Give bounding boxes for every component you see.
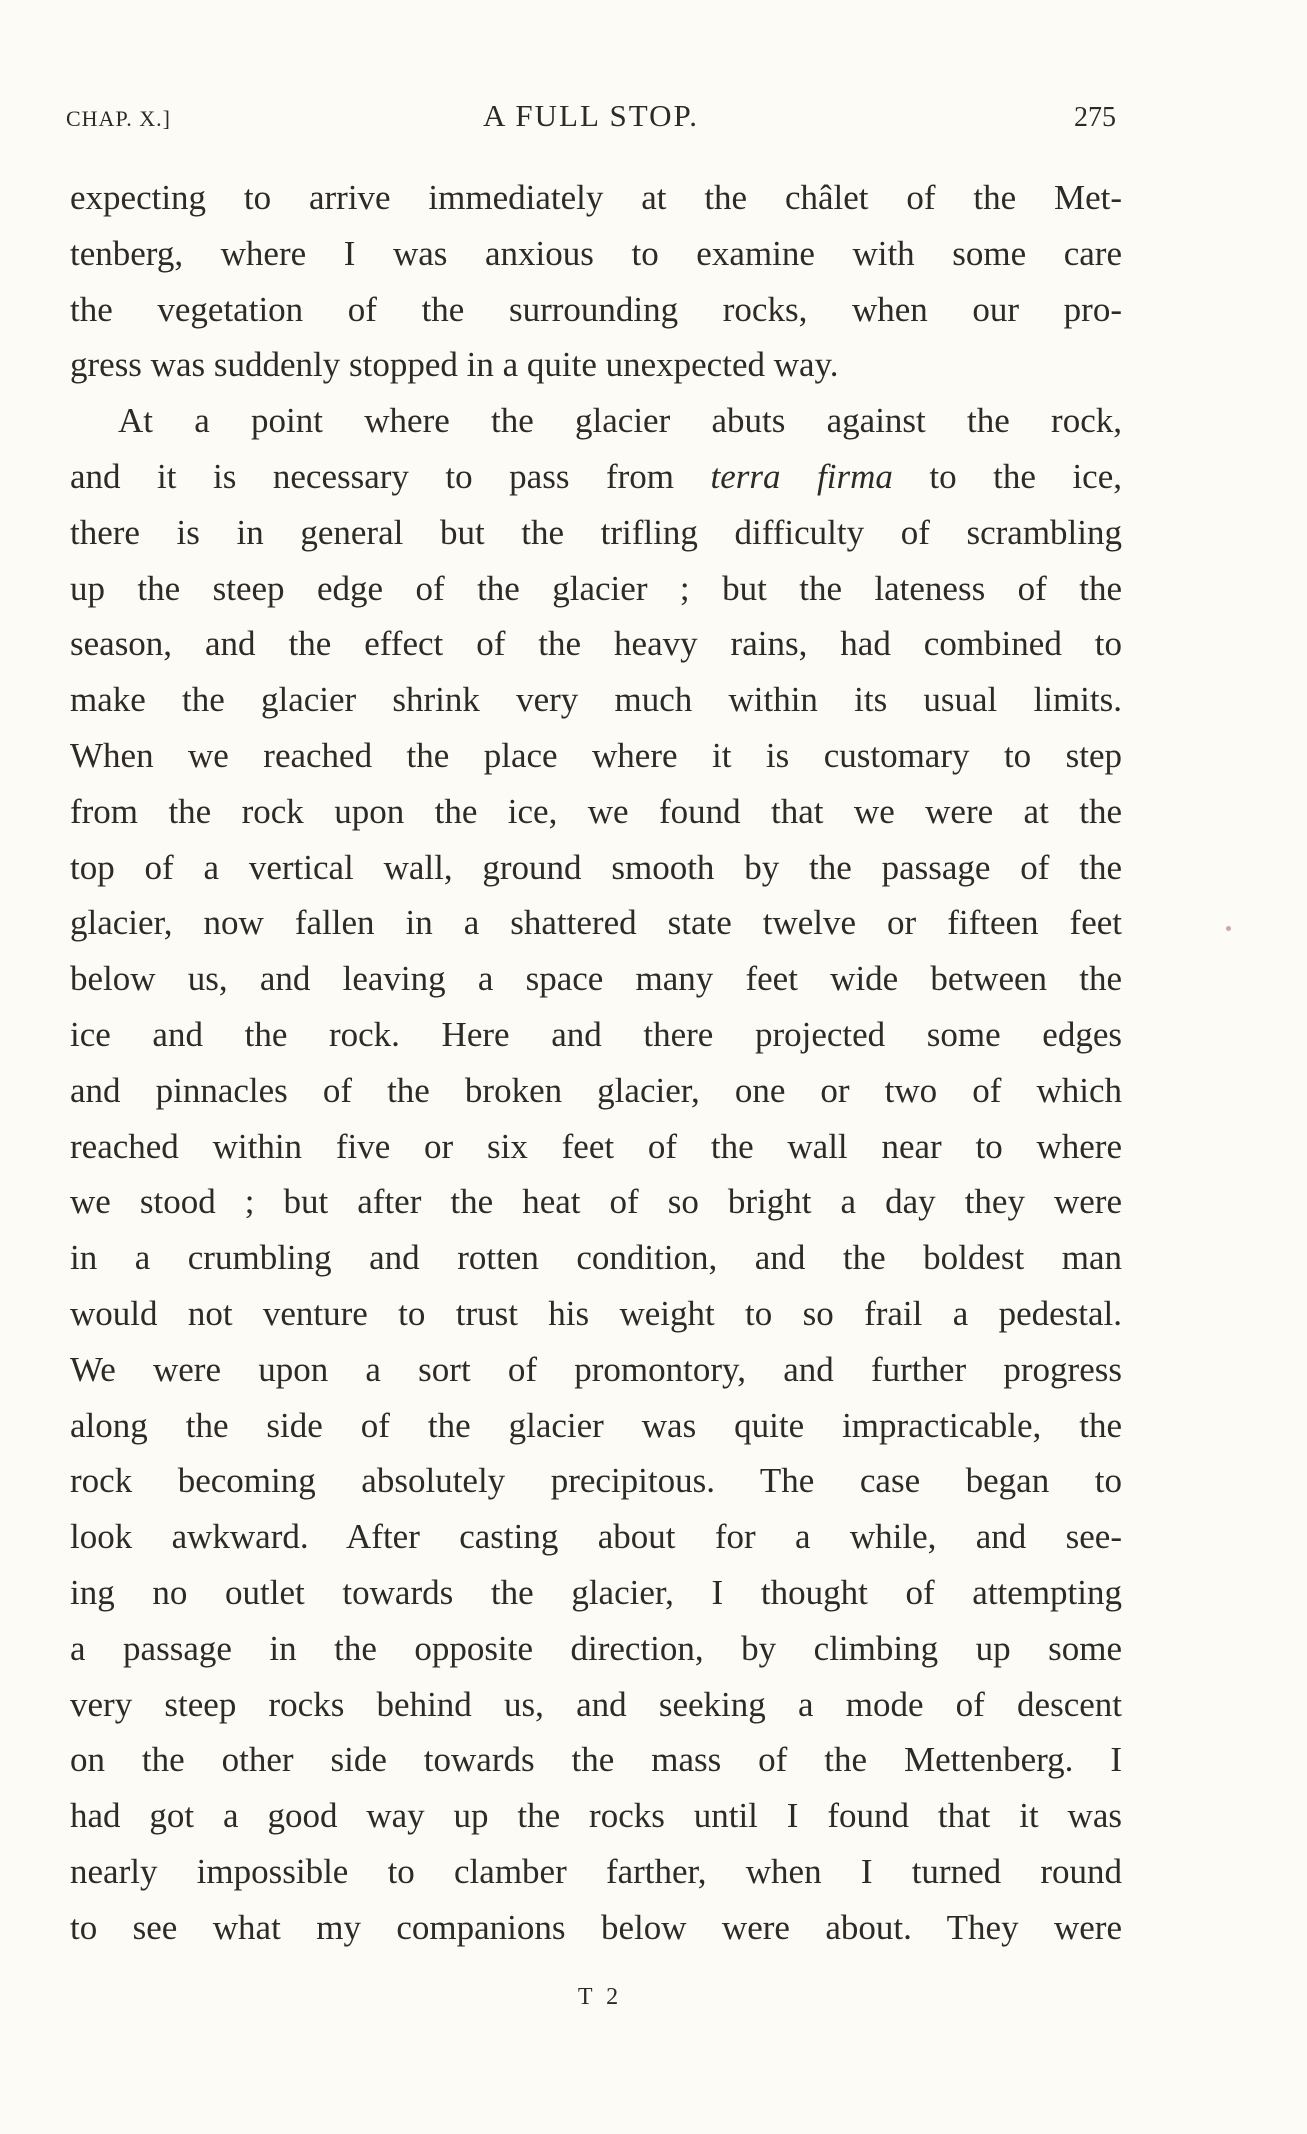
text-line: there is in general but the trifling difficulty of scrambling — [70, 512, 1122, 552]
text-line: to see what my companions below were about. They were — [70, 1907, 1122, 1947]
text-line: on the other side towards the mass of the Mettenberg. I — [70, 1740, 1122, 1780]
text-line: we stood ; but after the heat of so bright a day they were — [70, 1182, 1122, 1222]
text-line: At a point where the glacier abuts against the rock, — [118, 401, 1122, 441]
text-line: tenberg, where I was anxious to examine with some care — [70, 233, 1122, 273]
paper-speck — [1226, 926, 1231, 931]
body-text — [70, 170, 1122, 1956]
text-line: in a crumbling and rotten condition, and the boldest man — [70, 1238, 1122, 1278]
text-line: When we reached the place where it is customary to step — [70, 735, 1122, 775]
text-segment: and it is necessary to pass from — [70, 456, 711, 496]
text-line: make the glacier shrink very much within its usual limits. — [70, 680, 1122, 720]
chapter-label: CHAP. X.] — [66, 106, 171, 131]
text-line: from the rock upon the ice, we found that we were at the — [70, 791, 1122, 831]
text-line: top of a vertical wall, ground smooth by the passage of the — [70, 847, 1122, 887]
italic-term: terra firma — [710, 456, 893, 496]
signature-mark: T 2 — [577, 1984, 623, 2010]
text-line: a passage in the opposite direction, by climbing up some — [70, 1628, 1122, 1668]
text-line: We were upon a sort of promontory, and further progress — [70, 1349, 1122, 1389]
text-line: ing no outlet towards the glacier, I thought of attempting — [70, 1572, 1122, 1612]
text-line: season, and the effect of the heavy rains, had combined to — [70, 624, 1122, 664]
text-line: rock becoming absolutely precipitous. The case began to — [70, 1461, 1122, 1501]
text-line: along the side of the glacier was quite impracticable, the — [70, 1405, 1122, 1445]
text-line: gress was suddenly stopped in a quite unexpected way. — [70, 345, 839, 385]
text-line: up the steep edge of the glacier ; but the lateness of the — [70, 568, 1122, 608]
text-line: the vegetation of the surrounding rocks, when our pro- — [70, 289, 1122, 329]
text-line: look awkward. After casting about for a while, and see- — [70, 1517, 1122, 1557]
running-head — [66, 96, 1116, 136]
text-line-with-italic — [70, 449, 1122, 505]
text-line: glacier, now fallen in a shattered state twelve or fifteen feet — [70, 903, 1122, 943]
text-line: very steep rocks behind us, and seeking a mode of descent — [70, 1684, 1122, 1724]
text-line: would not venture to trust his weight to so frail a pedestal. — [70, 1293, 1122, 1333]
text-line: expecting to arrive immediately at the châlet of the Met- — [70, 178, 1122, 217]
text-line: ice and the rock. Here and there projected some edges — [70, 1014, 1122, 1054]
text-line: and pinnacles of the broken glacier, one or two of which — [70, 1070, 1122, 1110]
text-line: reached within five or six feet of the wall near to where — [70, 1126, 1122, 1166]
text-line: had got a good way up the rocks until I found that it was — [70, 1796, 1122, 1836]
text-line: nearly impossible to clamber farther, when I turned round — [70, 1851, 1122, 1891]
page-title: A FULL STOP. — [482, 98, 700, 133]
text-line: below us, and leaving a space many feet wide between the — [70, 959, 1122, 999]
text-segment: to the ice, — [892, 456, 1122, 496]
page-number: 275 — [1074, 102, 1116, 133]
